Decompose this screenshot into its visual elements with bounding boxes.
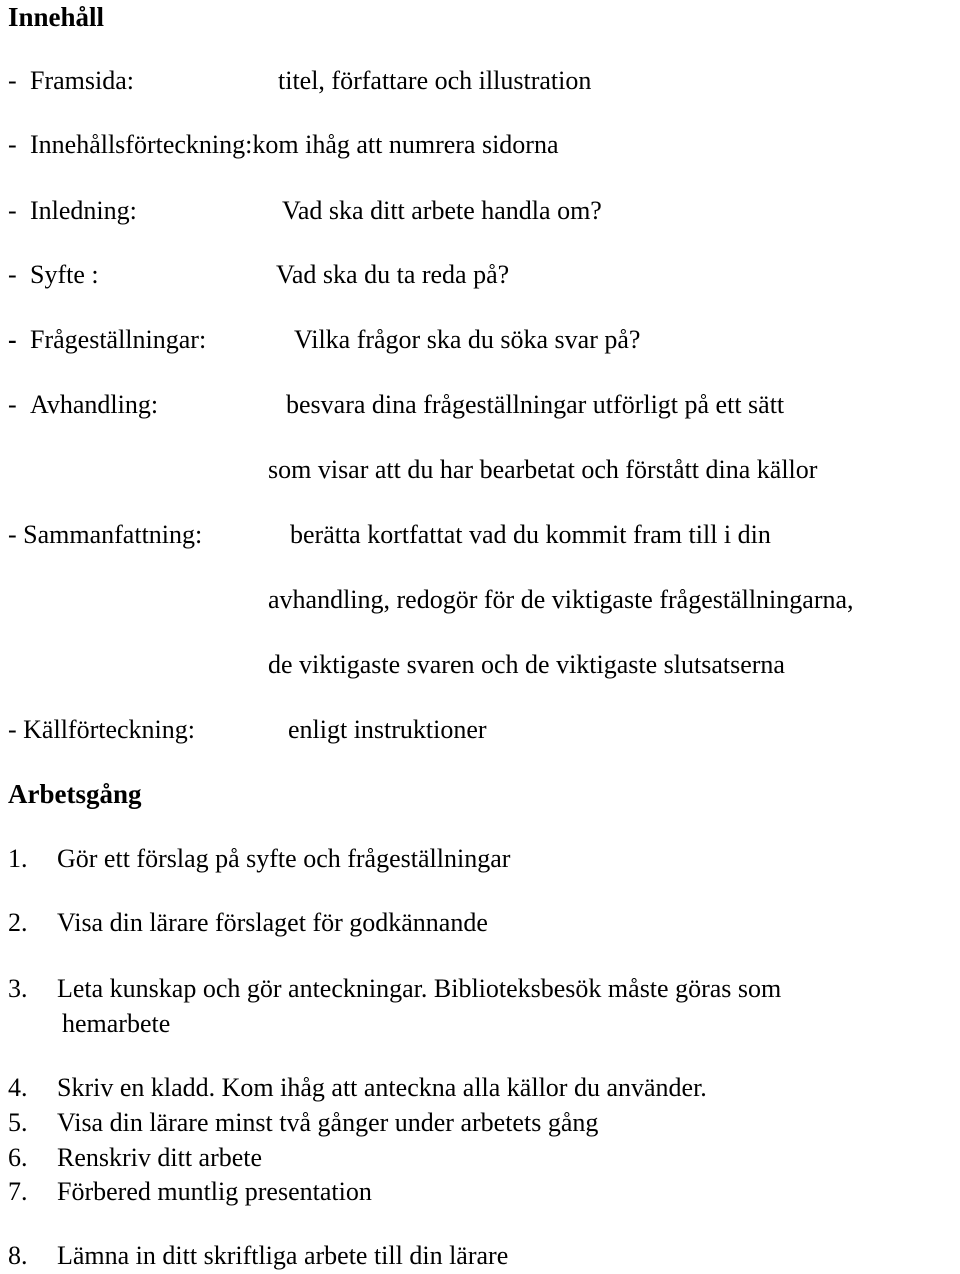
workflow-heading: Arbetsgång xyxy=(8,779,142,809)
contents-row-sammanfattning-label: - Sammanfattning: xyxy=(8,520,203,549)
contents-row-inledning-dash: - xyxy=(8,196,17,225)
workflow-step-8-text: Lämna in ditt skriftliga arbete till din lärare xyxy=(57,1241,509,1270)
workflow-step-2-num: 2. xyxy=(8,908,28,937)
contents-row-fragestallningar-desc: Vilka frågor ska du söka svar på? xyxy=(294,325,641,354)
contents-row-syfte-desc: Vad ska du ta reda på? xyxy=(276,260,510,289)
workflow-step-4-num: 4. xyxy=(8,1073,28,1102)
contents-row-innehall-label: Innehållsförteckning: xyxy=(30,130,253,159)
contents-row-framsida-desc: titel, författare och illustration xyxy=(278,66,592,95)
workflow-step-2-text: Visa din lärare förslaget för godkännande xyxy=(57,908,488,937)
contents-row-syfte-dash: - xyxy=(8,260,17,289)
workflow-step-3-text-1: Leta kunskap och gör anteckningar. Biblioteksbesök måste göras som xyxy=(57,974,782,1003)
workflow-step-3-text-2: hemarbete xyxy=(62,1009,171,1038)
workflow-step-1-text: Gör ett förslag på syfte och frågeställningar xyxy=(57,844,511,873)
workflow-step-6-text: Renskriv ditt arbete xyxy=(57,1143,263,1172)
contents-row-fragestallningar-dash: - xyxy=(8,325,17,354)
contents-row-kallforteckning-label: - Källförteckning: xyxy=(8,715,195,744)
contents-row-fragestallningar-label: Frågeställningar: xyxy=(30,325,207,354)
contents-row-sammanfattning-desc-3: de viktigaste svaren och de viktigaste slutsatserna xyxy=(268,650,785,679)
workflow-step-8-num: 8. xyxy=(8,1241,28,1270)
workflow-step-1-num: 1. xyxy=(8,844,28,873)
contents-row-innehall-desc: kom ihåg att numrera sidorna xyxy=(252,130,559,159)
contents-row-innehall-line xyxy=(30,130,559,160)
workflow-step-6-num: 6. xyxy=(8,1143,28,1172)
contents-row-avhandling-label: Avhandling: xyxy=(30,390,159,419)
contents-row-inledning-desc: Vad ska ditt arbete handla om? xyxy=(282,196,602,225)
contents-row-innehall-dash: - xyxy=(8,130,17,159)
workflow-step-5-text: Visa din lärare minst två gånger under arbetets gång xyxy=(57,1108,599,1137)
contents-row-kallforteckning-desc: enligt instruktioner xyxy=(288,715,487,744)
contents-row-avhandling-dash: - xyxy=(8,390,17,419)
workflow-step-4-text: Skriv en kladd. Kom ihåg att anteckna alla källor du använder. xyxy=(57,1073,707,1102)
contents-row-framsida-dash: - xyxy=(8,66,17,95)
contents-row-framsida-label: Framsida: xyxy=(30,66,134,95)
workflow-step-7-text: Förbered muntlig presentation xyxy=(57,1177,372,1206)
contents-row-sammanfattning-desc-2: avhandling, redogör för de viktigaste frågeställningarna, xyxy=(268,585,854,614)
contents-heading: Innehåll xyxy=(8,2,105,32)
workflow-step-7-num: 7. xyxy=(8,1177,28,1206)
workflow-step-5-num: 5. xyxy=(8,1108,28,1137)
contents-row-avhandling-desc-2: som visar att du har bearbetat och förstått dina källor xyxy=(268,455,818,484)
contents-row-inledning-label: Inledning: xyxy=(30,196,137,225)
contents-row-avhandling-desc-1: besvara dina frågeställningar utförligt på ett sätt xyxy=(286,390,785,419)
workflow-step-3-num: 3. xyxy=(8,974,28,1003)
contents-row-sammanfattning-desc-1: berätta kortfattat vad du kommit fram till i din xyxy=(290,520,771,549)
contents-row-syfte-label: Syfte : xyxy=(30,260,99,289)
